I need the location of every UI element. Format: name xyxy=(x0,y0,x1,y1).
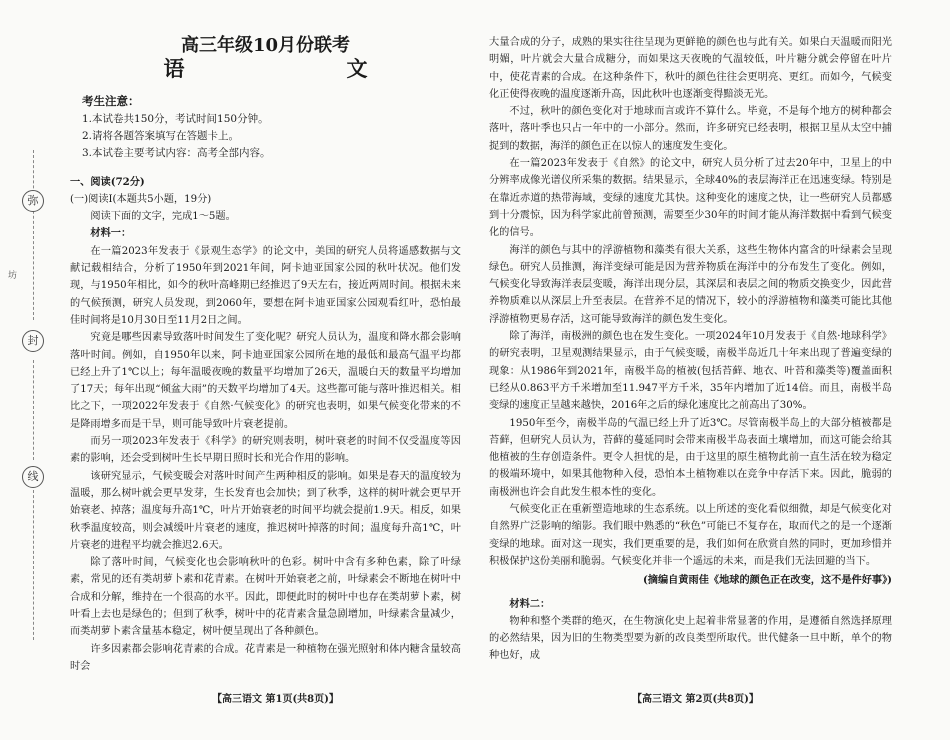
paragraph: 不过，秋叶的颜色变化对于地球而言或许不算什么。毕竟，不是每个地方的树种都会落叶，落叶季也只占一年中的一小部分。然而，许多研究已经表明，根据卫星从太空中捕捉到的数据，海洋的颜色正在以惊人的速度发生变化。 xyxy=(489,106,892,152)
material-label: 材料一： xyxy=(90,227,132,240)
page-footer-right: 【高三语文 第2页(共8页)】 xyxy=(632,694,759,705)
paragraph: 物种和整个类群的绝灭，在生物演化史上起着非常显著的作用，是遵循自然选择原理的必然结果，因为旧的生物类型要为新的改良类型所取代。世代健条一旦中断，单个的物种也好，成 xyxy=(489,615,892,662)
source-citation: (摘编自黄雨佳《地球的颜色正在改变，这不是件好事》) xyxy=(642,574,892,587)
paragraph: 除了海洋，南极洲的颜色也在发生变化。一项2024年10月发表于《自然·地球科学》的研究表明，卫星观测结果显示，由于气候变暖，南极半岛近几十年来出现了普遍变绿的现象：从1986年到2021年，南极半岛的植被(包括苔藓、地衣、叶苔和藻类等)覆盖面积已经从0.863平方千米增加至11.947平方千米，35年内增加了近14倍。而且，南极半岛变绿的速度正呈越来越快，2016年之后的绿化速度比之前高出了30%。 xyxy=(489,331,892,412)
page-footer-left: 【高三语文 第1页(共8页)】 xyxy=(212,694,339,705)
paragraph: 许多因素都会影响花青素的合成。花青素是一种植物在强光照射和体内糖含量较高时会 xyxy=(70,643,461,672)
paragraph: 除了落叶时间，气候变化也会影响秋叶的色彩。树叶中含有多种色素，除了叶绿素，常见的还有类胡萝卜素和花青素。在树叶开始衰老之前，叶绿素会不断地在树叶中合成和分解，维持在一个很高的水平。因此，即便此时的树叶中也存在类胡萝卜素，树叶看上去也是绿色的；但到了秋季，树叶中的花青素含量急剧增加，叶绿素含量减少，而类胡萝卜素含量基本稳定，树叶便呈现出了各种颜色。 xyxy=(70,557,461,638)
paragraph: 海洋的颜色与其中的浮游植物和藻类有很大关系，这些生物体内富含的叶绿素会呈现绿色。研究人员推测，海洋变绿可能是因为营养物质在海洋中的分布发生了变化。例如，气候变化导致海洋表层变暖，海洋出现分层，其深层和表层之间的物质交换变少，因此营养物质难以从深层上升至表层。在营养不足的情况下，较小的浮游植物和藻类可能比其他浮游植物更易存活，这可能导致海洋的颜色发生变化。 xyxy=(489,244,892,325)
seal-mark-middle: 封 xyxy=(22,330,44,352)
notice-item: 3.本试卷主要考试内容：高考全部内容。 xyxy=(82,146,271,159)
paragraph: 大量合成的分子，成熟的果实往往呈现为更鲜艳的颜色也与此有关。如果白天温暖而阳光明媚，叶片就会大量合成糖分，而如果这天夜晚的气温较低，叶片糖分就会停留在叶片中，使花青素的合成。在这种条件下，秋叶的颜色往往会更明亮、更红。而如今，气候变化正使得夜晚的温度逐渐升高，因此秋叶也逐渐变得黯淡无光。 xyxy=(489,37,892,100)
seal-line-lower xyxy=(33,490,34,640)
section-heading: 一、阅读(72分) xyxy=(70,175,145,188)
subsection-heading: (一)阅读Ⅰ(本题共5小题，19分) xyxy=(70,193,212,205)
binding-margin xyxy=(0,0,60,740)
seal-mark-top: 弥 xyxy=(22,190,44,212)
paragraph: 而另一项2023年发表于《科学》的研究则表明，树叶衰老的时间不仅受温度等因素的影响，还会受到树叶生长早期日照时长和光合作用的影响。 xyxy=(70,436,461,465)
instruction: 阅读下面的文字，完成1～5题。 xyxy=(90,211,236,223)
paragraph: 究竟是哪些因素导致落叶时间发生了变化呢？研究人员认为，温度和降水都会影响落叶时间。例如，自1950年以来，阿卡迪亚国家公园所在地的最低和最高气温平均都已经上升了1℃以上；每年温暖夜晚的数量平均增加了26天，温暖白天的数量平均增加了17天；每年出现“倾盆大雨”的天数平均增加了4天。这些都可能与落叶推迟相关。相比之下，一项2022年发表于《自然·气候变化》的研究也表明，如果气候变化带来的不是降雨增多而是干旱，则可能导致叶片衰老提前。 xyxy=(70,332,461,430)
paragraph: 气候变化正在重新塑造地球的生态系统。以上所述的变化看似细微，却是气候变化对自然界广泛影响的缩影。我们眼中熟悉的“秋色”可能已不复存在，取而代之的是一个逐渐变绿的地球。面对这一现实，我们更重要的是，我们如何在欣赏自然的同时，更加珍惜并积极保护这份美丽和脆弱。气候变化并非一个遥远的未来，而是我们无法回避的当下。 xyxy=(489,504,892,567)
seal-line-upper xyxy=(33,150,34,320)
notice-item: 1.本试卷共150分，考试时间150分钟。 xyxy=(82,112,269,125)
exam-title: 高三年级10月份联考 xyxy=(180,35,351,56)
seal-mark-bottom: 线 xyxy=(22,466,44,488)
right-column xyxy=(489,34,892,665)
side-mark: 坊 xyxy=(8,271,18,281)
notice-heading: 考生注意： xyxy=(82,94,140,109)
paragraph: 在一篇2023年发表于《自然》的论文中，研究人员分析了过去20年中，卫星上的中分辨率成像光谱仪所采集的数据。结果显示，全球40%的表层海洋正在迅速变绿。特别是在靠近赤道的热带海域，变绿的速度尤其快。这种变化的速度之快，让一些研究人员都感到十分震惊，因为科学家此前曾预测，需要至少30年的时间才能从海洋数据中看到气候变化的信号。 xyxy=(489,158,892,239)
paragraph: 在一篇2023年发表于《景观生态学》的论文中，美国的研究人员将遥感数据与文献记载相结合，分析了1950年到2021年间，阿卡迪亚国家公园的秋叶状况。他们发现，与1950年相比，如今的秋叶高峰期已经推迟了9天左右，接近两周时间。根据未来的气候预测，研究人员发现，到2060年，要想在阿卡迪亚国家公园观看红叶，恐怕最佳时间将是10月30日至11月2日之间。 xyxy=(70,245,461,326)
left-column xyxy=(70,30,461,675)
material-label: 材料二： xyxy=(509,597,551,610)
seal-line-middle xyxy=(33,360,34,460)
subject-title: 语 文 xyxy=(163,56,408,81)
paragraph: 1950年至今，南极半岛的气温已经上升了近3℃。尽管南极半岛上的大部分植被都是苔藓，但研究人员认为，苔藓的蔓延同时会带来南极半岛表面土壤增加，而这可能会给其他植被的生存创造条件。更令人担忧的是，由于这里的原生植物此前一直生活在较为稳定的极端环境中，如果其他物种入侵，恐怕本土植物难以在竞争中存活下来。因此，脆弱的南极洲也许会自此发生根本性的变化。 xyxy=(489,417,892,498)
notice-item: 2.请将各题答案填写在答题卡上。 xyxy=(82,129,240,142)
paragraph: 该研究显示，气候变暖会对落叶时间产生两种相反的影响。如果是春天的温度较为温暖，那么树叶就会更早发芽，生长发育也会加快；到了秋季，这样的树叶就会更早开始衰老、掉落；温度每升高1℃，叶片开始衰老的时间平均就会提前1.9天。相反，如果秋季温度较高，则会减缓叶片衰老的速度，推迟树叶掉落的时间；温度每升高1℃，叶片衰老的进程平均就会推迟2.6天。 xyxy=(70,470,461,551)
